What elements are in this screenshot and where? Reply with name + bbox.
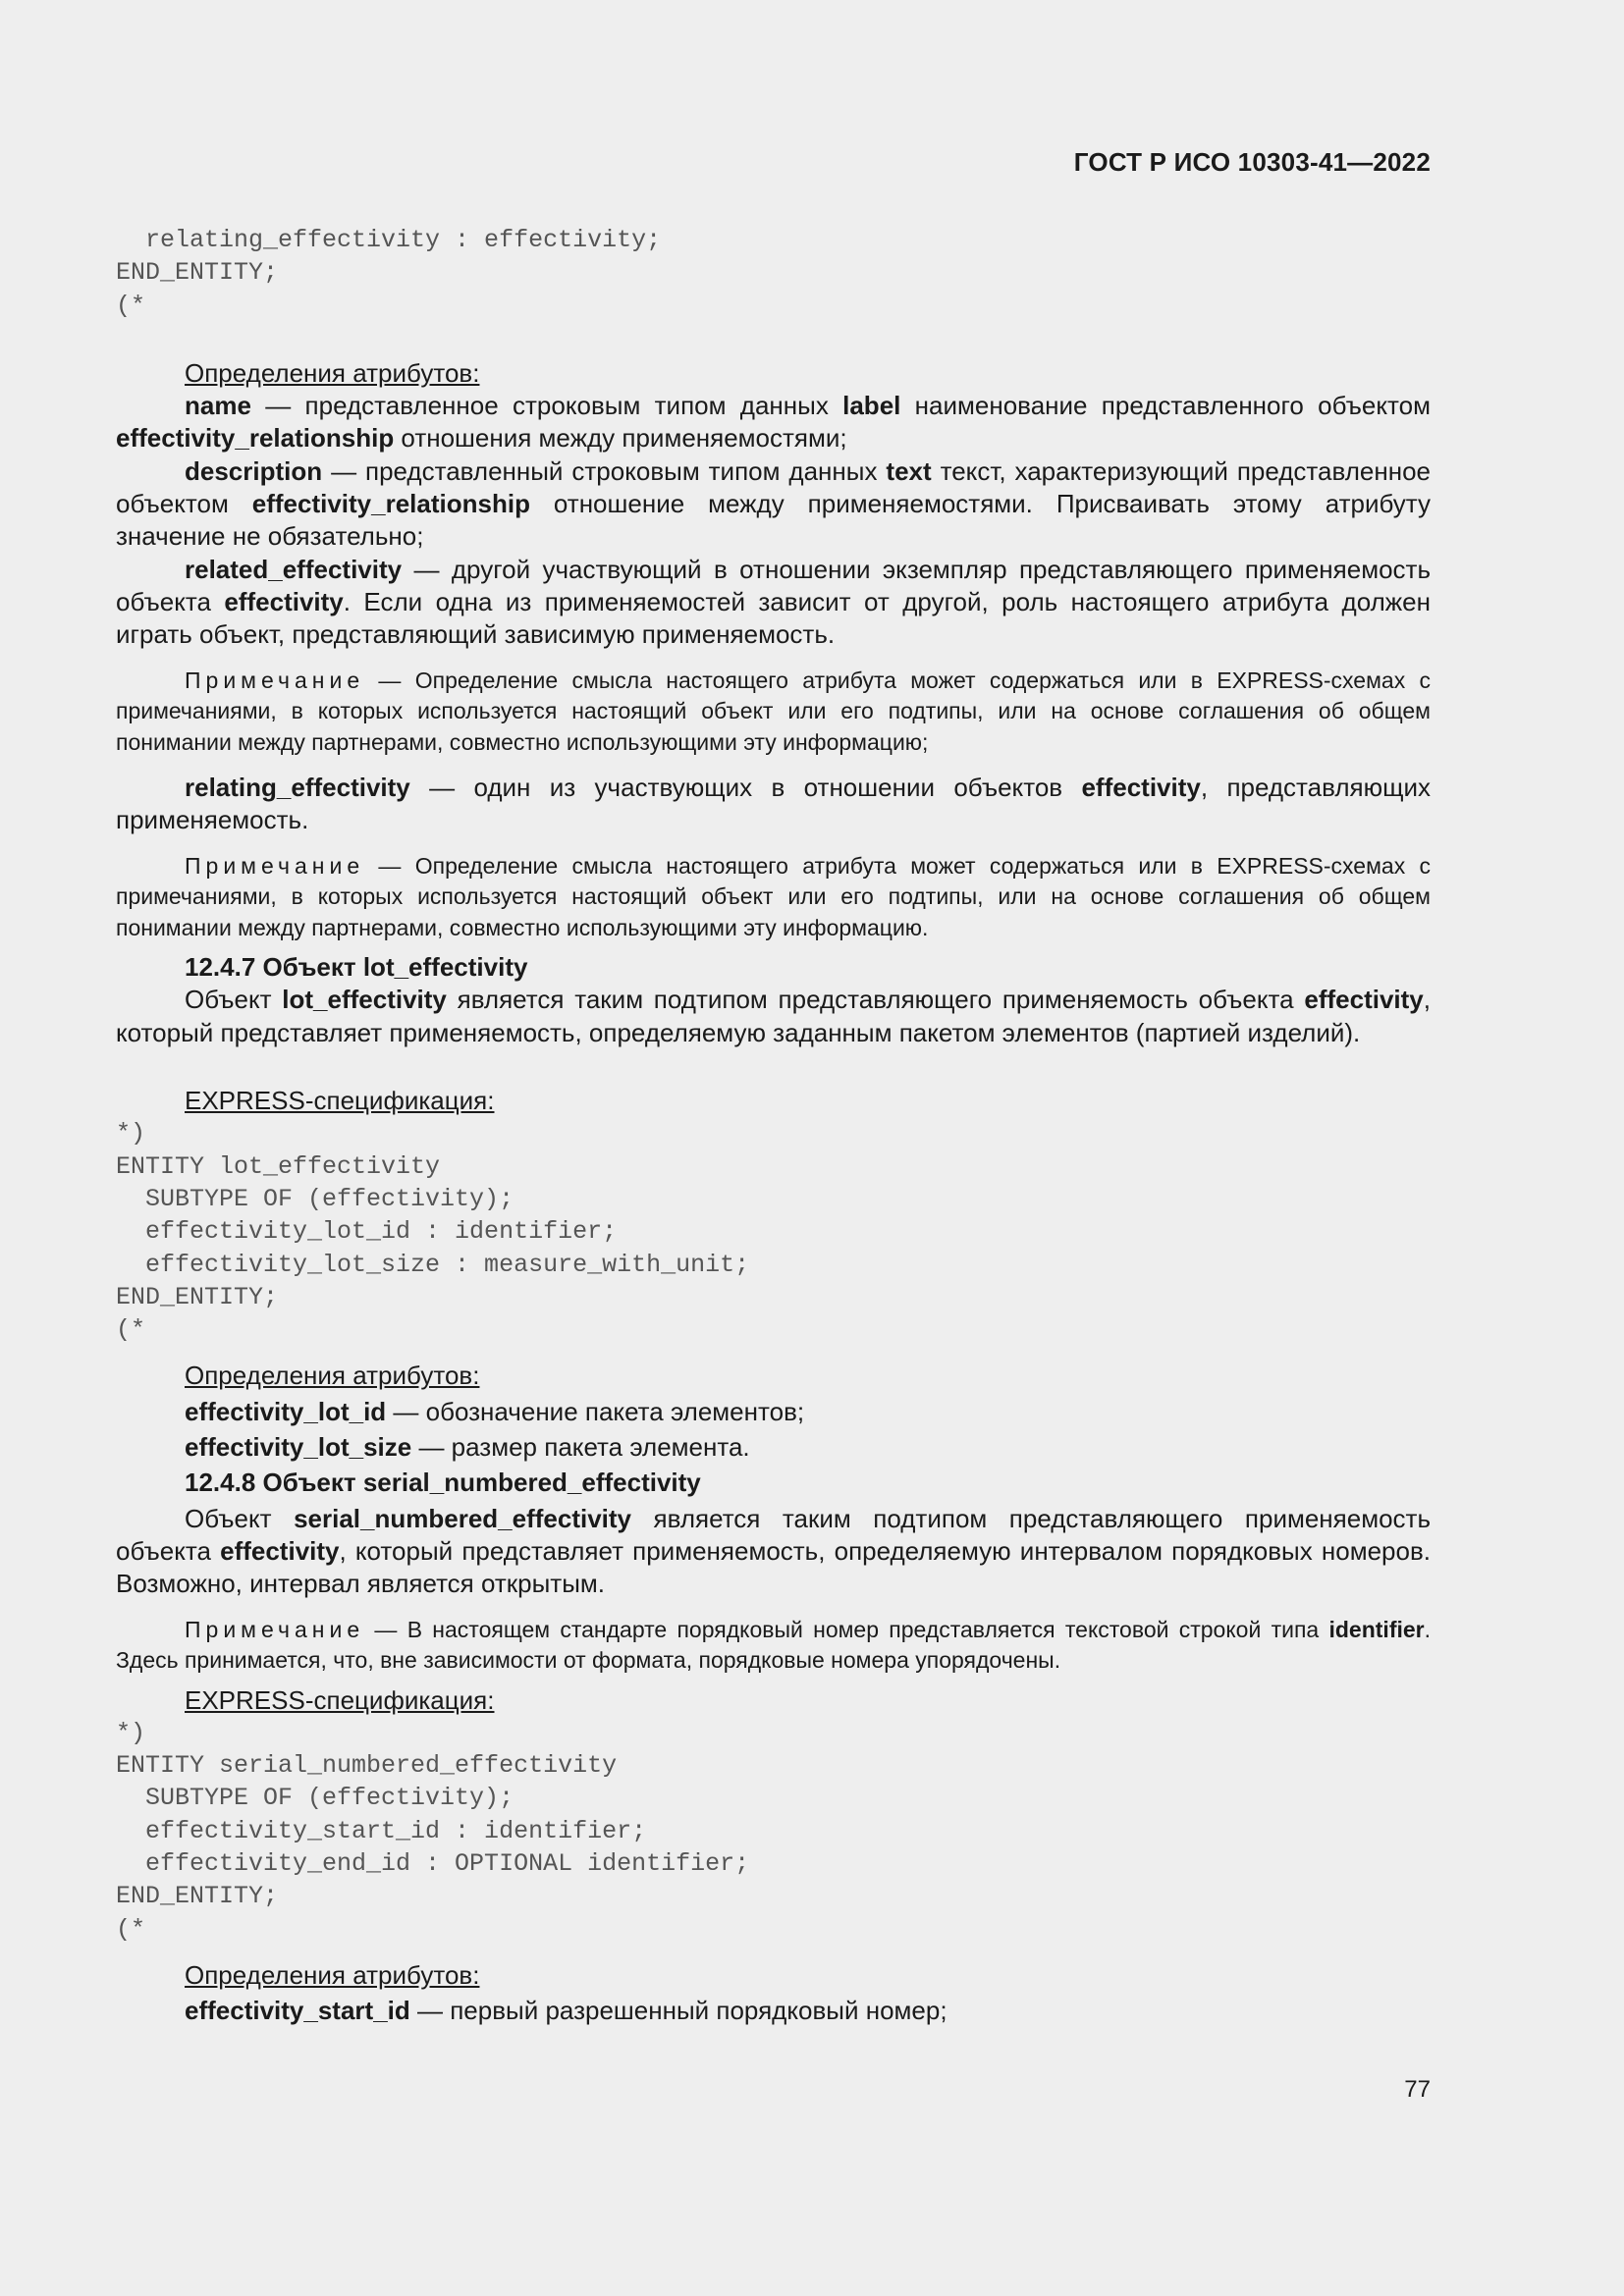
attr-name-definition: name — представленное строковым типом данных label наименование представленного объектом effectivity_relationship отношения между применяемостями; — [116, 391, 1431, 454]
attr-related-definition: related_effectivity — другой участвующий в отношении экземпляр представляющего применяемость объекта effectivity. Если одна из применяемостей зависит от другой, роль настоящего атрибута должен играть объект, представляющий зависимую применяемость. — [116, 554, 1431, 650]
code-block-serial-numbered-effectivity: *) ENTITY serial_numbered_effectivity SUBTYPE OF (effectivity); effectivity_start_id : identifier; effectivity_end_id : OPTIONAL identifier; END_ENTITY; (* — [116, 1718, 750, 1944]
attr-description-definition: description — представленный строковым типом данных text текст, характеризующий представленное объектом effectivity_relationship отношение между применяемостями. Присваивать этому атрибуту значение не обязательно; — [116, 455, 1431, 552]
attributes-heading-3: Определения атрибутов: — [185, 1959, 480, 1990]
note-1: Примечание — Определение смысла настоящего атрибута может содержаться или в EXPRESS-схемах с примечаниями, в которых используется настоящий объект или его подтипы, или на основе соглашения об общем понимании между партнерами, совместно использующими эту информацию; — [116, 667, 1431, 755]
attributes-heading-2: Определения атрибутов: — [185, 1361, 480, 1391]
attr-start-id-definition: effectivity_start_id — первый разрешенный порядковый номер; — [185, 1996, 947, 2026]
code-block-top: relating_effectivity : effectivity; END_ENTITY; (* — [116, 226, 662, 320]
attributes-heading: Определения атрибутов: — [185, 357, 480, 388]
page-number: 77 — [1404, 2076, 1431, 2103]
code-block-lot-effectivity: *) ENTITY lot_effectivity SUBTYPE OF (effectivity); effectivity_lot_id : identifier; effectivity_lot_size : measure_with_unit; END_ENTITY; (* — [116, 1119, 750, 1345]
section-12-4-8-body: Объект serial_numbered_effectivity является таким подтипом представляющего применяемость объекта effectivity, который представляет применяемость, определяемую интервалом порядковых номеров. Возможно, интервал является открытым. — [116, 1503, 1432, 1599]
note-3: Примечание — В настоящем стандарте порядковый номер представляется текстовой строкой типа identifier. Здесь принимается, что, вне зависимости от формата, порядковые номера упорядочены. — [116, 1616, 1431, 1673]
express-heading-2: EXPRESS-спецификация: — [185, 1684, 495, 1715]
page-header: ГОСТ Р ИСО 10303-41—2022 — [1073, 147, 1431, 177]
page-content — [116, 224, 1431, 2027]
attr-lot-size-definition: effectivity_lot_size — размер пакета элемента. — [185, 1432, 750, 1463]
attr-lot-id-definition: effectivity_lot_id — обозначение пакета элементов; — [185, 1396, 805, 1426]
note-2: Примечание — Определение смысла настоящего атрибута может содержаться или в EXPRESS-схемах с примечаниями, в которых используется настоящий объект или его подтипы, или на основе соглашения об общем понимании между партнерами, совместно использующими эту информацию. — [116, 852, 1431, 940]
attr-relating-definition: relating_effectivity — один из участвующих в отношении объектов effectivity, представляющих применяемость. — [116, 773, 1431, 835]
section-12-4-7-heading: 12.4.7 Объект lot_effectivity — [185, 952, 528, 983]
express-heading-1: EXPRESS-спецификация: — [185, 1086, 495, 1116]
section-12-4-8-heading: 12.4.8 Объект serial_numbered_effectivity — [185, 1468, 701, 1498]
section-12-4-7-body: Объект lot_effectivity является таким подтипом представляющего применяемость объекта effectivity, который представляет применяемость, определяемую заданным пакетом элементов (партией изделий). — [116, 985, 1431, 1047]
